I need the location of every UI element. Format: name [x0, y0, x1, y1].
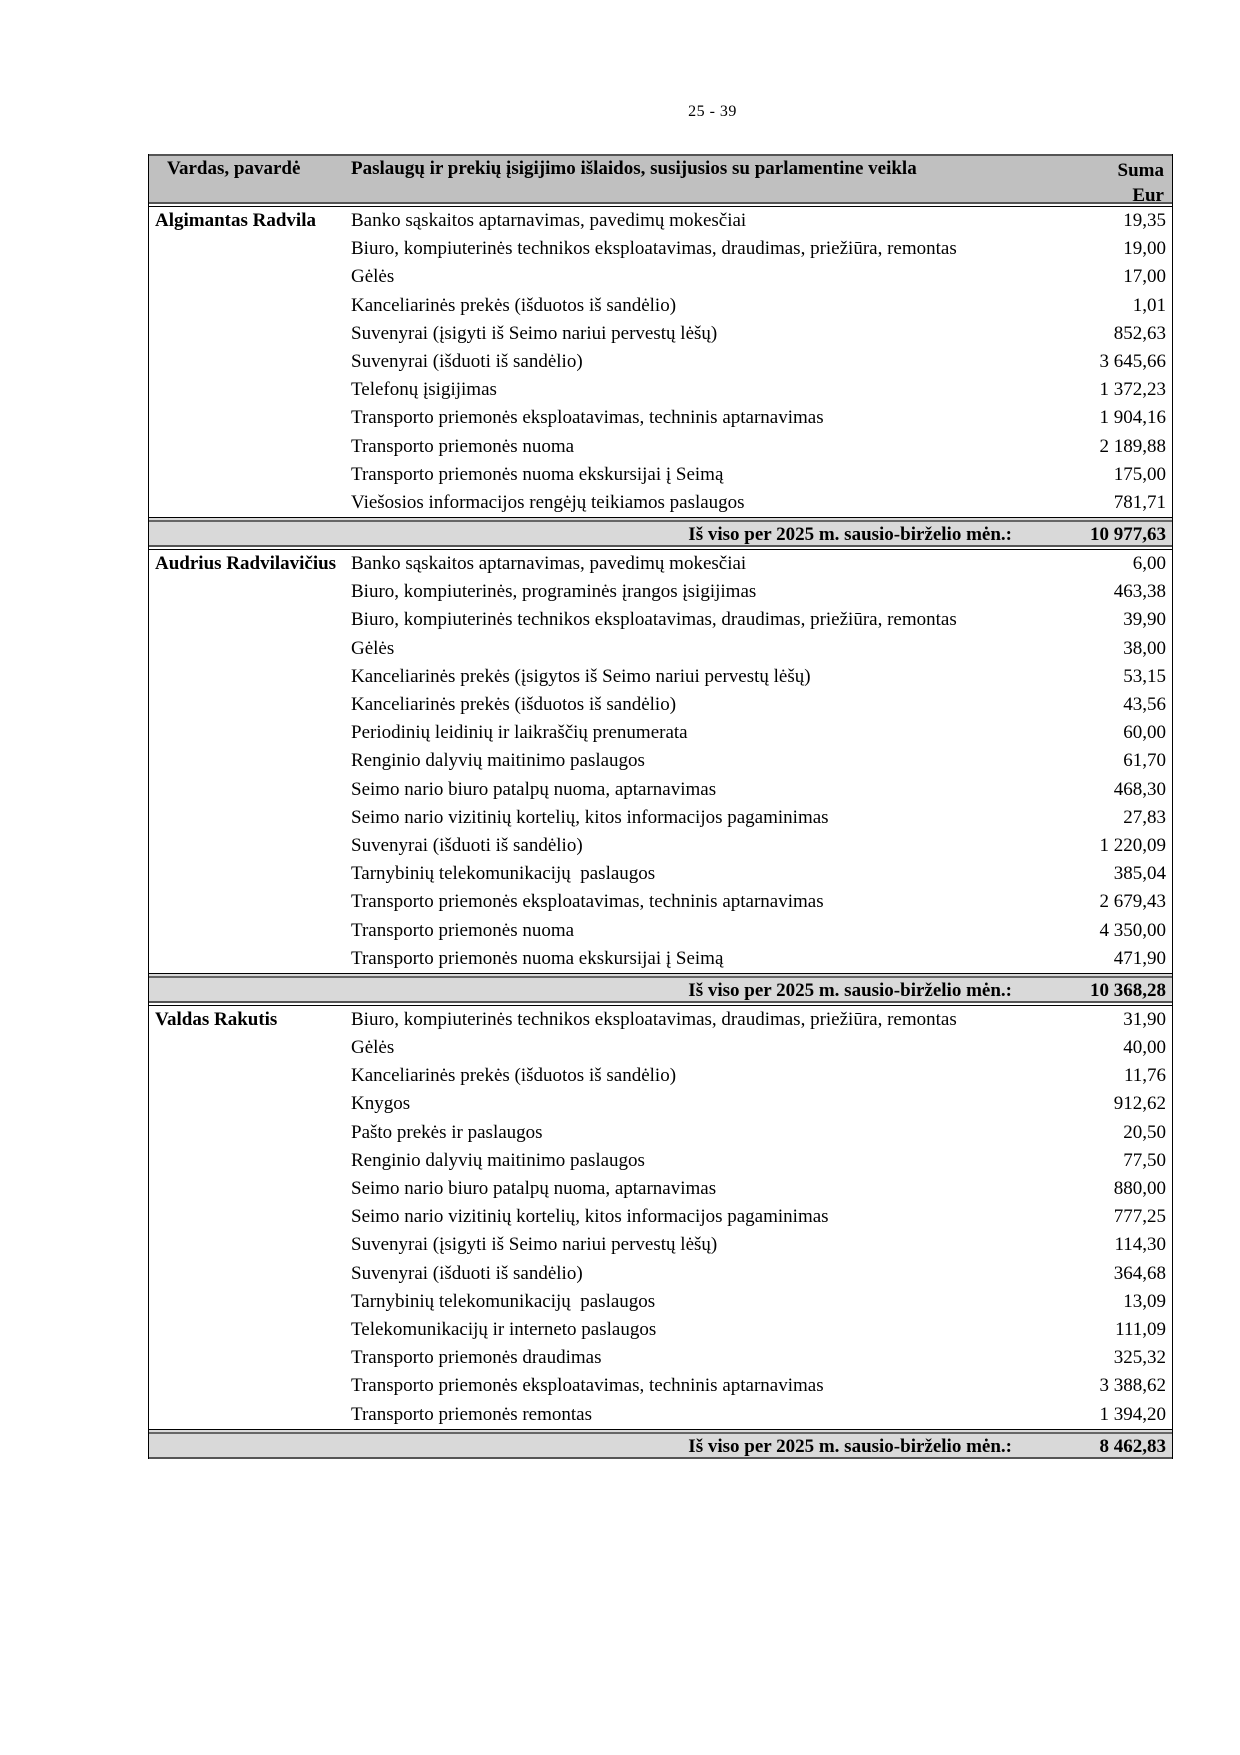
table-row — [349, 663, 1172, 691]
expense-amount: 325,32 — [1113, 1347, 1166, 1369]
expense-description: Transporto priemonės nuoma — [351, 919, 575, 941]
table-row — [349, 860, 1172, 888]
table-row — [349, 292, 1172, 320]
expense-description: Transporto priemonės nuoma ekskursijai į Seimą — [351, 463, 724, 485]
expense-amount: 1 220,09 — [1099, 834, 1166, 856]
table-row — [349, 1034, 1172, 1062]
expense-description: Suvenyrai (išduoti iš sandėlio) — [351, 834, 583, 856]
expense-amount: 43,56 — [1123, 694, 1166, 715]
table-row — [349, 1344, 1172, 1372]
expense-amount: 13,09 — [1123, 1290, 1166, 1312]
expense-description: Telekomunikacijų ir interneto paslaugos — [351, 1318, 657, 1340]
expense-amount: 852,63 — [1113, 322, 1166, 344]
table-row — [349, 1062, 1172, 1090]
expense-amount: 38,00 — [1123, 637, 1166, 659]
expense-description: Transporto priemonės draudimas — [351, 1347, 602, 1369]
header-name: Vardas, pavardė — [167, 158, 301, 179]
expense-amount: 3 388,62 — [1099, 1375, 1166, 1397]
expense-rows — [349, 207, 1172, 517]
expense-description: Pašto prekės ir paslaugos — [351, 1121, 543, 1143]
person-section — [149, 1006, 1172, 1429]
expense-amount: 1 394,20 — [1099, 1403, 1166, 1425]
table-row — [349, 263, 1172, 291]
expense-description: Banko sąskaitos aptarnavimas, pavedimų mokesčiai — [351, 553, 747, 575]
table-row — [349, 1260, 1172, 1288]
expense-amount: 781,71 — [1113, 491, 1166, 513]
table-row — [349, 635, 1172, 663]
expense-description: Viešosios informacijos rengėjų teikiamos paslaugos — [351, 491, 745, 513]
expense-description: Seimo nario vizitinių kortelių, kitos informacijos pagaminimas — [351, 806, 829, 828]
expense-amount: 463,38 — [1113, 581, 1166, 603]
expense-amount: 27,83 — [1123, 806, 1166, 828]
expense-amount: 912,62 — [1113, 1093, 1166, 1115]
table-row — [349, 1203, 1172, 1231]
table-row — [349, 433, 1172, 461]
expense-description: Telefonų įsigijimas — [351, 379, 497, 401]
table-row — [349, 550, 1172, 578]
expense-amount: 39,90 — [1123, 609, 1166, 631]
expense-amount: 1 904,16 — [1099, 407, 1166, 429]
expense-description: Kanceliarinės prekės (išduotos iš sandėlio) — [351, 294, 677, 316]
header-sum-line1: Suma — [1117, 160, 1164, 181]
expense-description: Gėlės — [351, 637, 395, 659]
expense-amount: 364,68 — [1113, 1262, 1166, 1284]
expense-description: Gėlės — [351, 1037, 395, 1059]
expense-description: Transporto priemonės remontas — [351, 1403, 592, 1425]
table-row — [349, 376, 1172, 404]
header-description: Paslaugų ir prekių įsigijimo išlaidos, susijusios su parlamentine veikla — [351, 158, 917, 179]
expense-amount: 468,30 — [1113, 778, 1166, 800]
expense-amount: 471,90 — [1113, 947, 1166, 969]
table-row — [349, 404, 1172, 432]
expense-amount: 1 372,23 — [1099, 379, 1166, 401]
expense-amount: 111,09 — [1115, 1318, 1166, 1340]
table-row — [349, 207, 1172, 235]
expense-description: Suvenyrai (įsigyti iš Seimo nariui pervestų lėšų) — [351, 1234, 718, 1256]
total-row — [149, 1429, 1172, 1459]
expense-description: Transporto priemonės eksploatavimas, techninis aptarnavimas — [351, 407, 824, 429]
table-row — [349, 1231, 1172, 1259]
expense-description: Periodinių leidinių ir laikraščių prenumerata — [351, 722, 688, 744]
expense-amount: 17,00 — [1123, 266, 1166, 288]
expense-description: Suvenyrai (išduoti iš sandėlio) — [351, 1262, 583, 1284]
total-label: Iš viso per 2025 m. sausio-birželio mėn.: — [688, 524, 1012, 546]
person-section — [149, 550, 1172, 973]
expense-amount: 777,25 — [1113, 1206, 1166, 1228]
expense-description: Transporto priemonės nuoma — [351, 435, 575, 457]
expense-description: Biuro, kompiuterinės, programinės įrangos įsigijimas — [351, 581, 757, 603]
expense-description: Seimo nario biuro patalpų nuoma, aptarnavimas — [351, 1178, 717, 1199]
expense-amount: 114,30 — [1114, 1234, 1166, 1256]
person-section — [149, 207, 1172, 517]
table-row — [349, 1147, 1172, 1175]
page-number: 25 - 39 — [688, 103, 737, 120]
expense-amount: 2 189,88 — [1099, 435, 1166, 457]
expense-description: Seimo nario biuro patalpų nuoma, aptarnavimas — [351, 778, 717, 800]
expense-rows — [349, 1006, 1172, 1429]
table-row — [349, 945, 1172, 973]
expense-description: Tarnybinių telekomunikacijų paslaugos — [351, 863, 656, 885]
table-row — [349, 719, 1172, 747]
expense-amount: 4 350,00 — [1099, 919, 1166, 941]
expense-amount: 2 679,43 — [1099, 891, 1166, 913]
table-row — [349, 578, 1172, 606]
expense-rows — [349, 550, 1172, 973]
table-row — [349, 832, 1172, 860]
expense-description: Kanceliarinės prekės (įsigytos iš Seimo nariui pervestų lėšų) — [351, 665, 811, 687]
expense-amount: 385,04 — [1113, 863, 1166, 885]
person-name: Valdas Rakutis — [155, 1008, 278, 1030]
expense-amount: 6,00 — [1132, 553, 1166, 575]
header-sum-line2: Eur — [1132, 185, 1164, 206]
expenses-table — [148, 154, 1173, 1459]
expense-description: Knygos — [351, 1093, 411, 1115]
header-sum — [1042, 156, 1172, 206]
total-amount: 10 977,63 — [1090, 524, 1166, 546]
expense-amount: 880,00 — [1113, 1178, 1166, 1199]
table-row — [349, 1288, 1172, 1316]
expense-description: Tarnybinių telekomunikacijų paslaugos — [351, 1290, 656, 1312]
expense-description: Renginio dalyvių maitinimo paslaugos — [351, 1149, 645, 1171]
table-row — [349, 461, 1172, 489]
expense-description: Seimo nario vizitinių kortelių, kitos informacijos pagaminimas — [351, 1206, 829, 1228]
expense-description: Gėlės — [351, 266, 395, 288]
expense-description: Banko sąskaitos aptarnavimas, pavedimų mokesčiai — [351, 210, 747, 231]
expense-description: Suvenyrai (išduoti iš sandėlio) — [351, 350, 583, 372]
table-row — [349, 1372, 1172, 1400]
expense-amount: 11,76 — [1123, 1065, 1166, 1087]
expense-amount: 53,15 — [1123, 665, 1166, 687]
table-body — [149, 204, 1172, 1459]
expense-amount: 19,35 — [1123, 210, 1166, 231]
expense-amount: 60,00 — [1123, 722, 1166, 744]
table-row — [349, 747, 1172, 775]
table-header — [149, 154, 1172, 204]
table-row — [349, 1175, 1172, 1203]
person-name: Algimantas Radvila — [155, 210, 316, 231]
expense-amount: 40,00 — [1123, 1037, 1166, 1059]
total-row — [149, 517, 1172, 547]
table-row — [349, 804, 1172, 832]
table-row — [349, 776, 1172, 804]
table-row — [349, 235, 1172, 263]
table-row — [349, 320, 1172, 348]
total-label: Iš viso per 2025 m. sausio-birželio mėn.: — [688, 979, 1012, 1001]
total-amount: 10 368,28 — [1090, 979, 1166, 1001]
expense-amount: 31,90 — [1123, 1008, 1166, 1030]
table-row — [349, 888, 1172, 916]
expense-description: Transporto priemonės eksploatavimas, techninis aptarnavimas — [351, 1375, 824, 1397]
expense-description: Suvenyrai (įsigyti iš Seimo nariui pervestų lėšų) — [351, 322, 718, 344]
expense-description: Biuro, kompiuterinės technikos eksploatavimas, draudimas, priežiūra, remontas — [351, 1008, 957, 1030]
expense-amount: 3 645,66 — [1099, 350, 1166, 372]
expense-amount: 19,00 — [1123, 238, 1166, 260]
expense-amount: 77,50 — [1123, 1149, 1166, 1171]
total-label: Iš viso per 2025 m. sausio-birželio mėn.: — [688, 1435, 1012, 1457]
table-row — [349, 917, 1172, 945]
table-row — [349, 1090, 1172, 1118]
expense-description: Kanceliarinės prekės (išduotos iš sandėlio) — [351, 1065, 677, 1087]
table-row — [349, 489, 1172, 517]
expense-description: Transporto priemonės nuoma ekskursijai į Seimą — [351, 947, 724, 969]
expense-amount: 175,00 — [1113, 463, 1166, 485]
table-row — [349, 606, 1172, 634]
expense-description: Biuro, kompiuterinės technikos eksploatavimas, draudimas, priežiūra, remontas — [351, 238, 957, 260]
table-row — [349, 1006, 1172, 1034]
expense-description: Transporto priemonės eksploatavimas, techninis aptarnavimas — [351, 891, 824, 913]
total-amount: 8 462,83 — [1099, 1435, 1166, 1457]
total-row — [149, 973, 1172, 1003]
expense-amount: 20,50 — [1123, 1121, 1166, 1143]
table-row — [349, 1316, 1172, 1344]
table-row — [349, 691, 1172, 719]
table-row — [349, 1119, 1172, 1147]
expense-description: Kanceliarinės prekės (išduotos iš sandėlio) — [351, 694, 677, 715]
table-row — [349, 1401, 1172, 1429]
expense-amount: 61,70 — [1123, 750, 1166, 772]
expense-description: Renginio dalyvių maitinimo paslaugos — [351, 750, 645, 772]
person-name: Audrius Radvilavičius — [155, 553, 337, 575]
expense-description: Biuro, kompiuterinės technikos eksploatavimas, draudimas, priežiūra, remontas — [351, 609, 957, 631]
table-row — [349, 348, 1172, 376]
expense-amount: 1,01 — [1132, 294, 1166, 316]
